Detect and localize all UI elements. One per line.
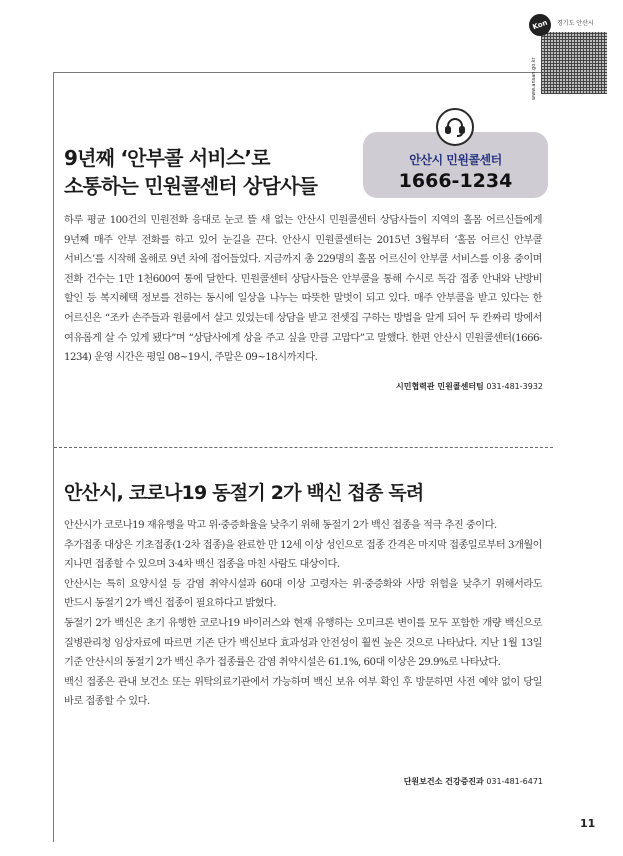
- callcenter-name: 안산시 민원콜센터: [409, 153, 502, 167]
- section2-title: 안산시, 코로나19 동절기 2가 백신 접종 독려: [64, 482, 424, 504]
- callcenter-phone: 1666-1234: [398, 170, 513, 192]
- section2-paragraph: 동절기 2가 백신은 초기 유행한 코로나19 바이러스와 현재 유행하는 오미크론 변이를 모두 포함한 개량 백신으로 질병관리청 임상자료에 따르면 기존 단가 백신보다 효과성과 안전성이 훨씬 높은 것으로 나타났다. 지난 1월 13일 기준 안산시의 동절기 2가 백신 추가 접종률은 감염 취약시설은 61.1%, 60대 이상은 29.9%로 나타났다.: [64, 617, 542, 669]
- section2-paragraph: 안산시가 코로나19 재유행을 막고 위·중증화율을 낮추기 위해 동절기 2가 백신 접종을 적극 추진 중이다.: [64, 520, 497, 531]
- section1-title: [64, 144, 317, 200]
- qr-code[interactable]: [541, 32, 607, 94]
- headset-icon: [436, 108, 474, 146]
- section1-title-line1: 9년째 ‘안부콜 서비스’로: [64, 146, 270, 170]
- section2-body: [64, 516, 542, 712]
- section2-credit-phone: 031-481-6471: [486, 777, 543, 786]
- qr-url: www.ansan.go.kr: [531, 57, 537, 100]
- frame-top-line: [53, 72, 553, 73]
- frame-left-line: [53, 72, 54, 842]
- section2-paragraph: 안산시는 특히 요양시설 등 감염 취약시설과 60대 이상 고령자는 위·중증화와 사망 위험을 낮추기 위해서라도 반드시 동절기 2가 백신 접종이 필요하다고 밝혔다.: [64, 578, 542, 610]
- section2-credit: [404, 776, 543, 787]
- section1-title-line2: 소통하는 민원콜센터 상담사들: [64, 174, 318, 198]
- qr-label: 경기도 안산시: [557, 20, 594, 27]
- section1-credit-phone: 031-481-3932: [486, 382, 543, 391]
- section2-paragraph: 추가접종 대상은 기초접종(1·2차 접종)을 완료한 만 12세 이상 성인으로 접종 간격은 마지막 접종일로부터 3개월이 지나면 접종할 수 있으며 3·4차 백신 접종을 마친 사람도 대상이다.: [64, 539, 542, 571]
- section2-paragraph: 백신 접종은 관내 보건소 또는 위탁의료기관에서 가능하며 백신 보유 여부 확인 후 방문하면 사전 예약 없이 당일 바로 접종할 수 있다.: [64, 676, 542, 708]
- qr-block[interactable]: [529, 14, 609, 98]
- section1-credit-dept: 시민협력관 민원콜센터팀: [395, 382, 484, 391]
- section2-credit-dept: 단원보건소 건강증진과: [403, 777, 484, 786]
- qr-badge-logo: Kon: [526, 11, 554, 39]
- section1-body: 하루 평균 100건의 민원전화 응대로 눈코 뜰 새 없는 안산시 민원콜센터 상담사들이 지역의 홀몸 어르신들에게 9년째 매주 안부 전화를 하고 있어 눈길을 끈다. 안산시 민원콜센터는 2015년 3월부터 ‘홀몸 어르신 안부콜 서비스’를 시작해 올해로 9년 차에 접어들었다. 지금까지 총 229명의 홀몸 어르신이 안부콜 서비스를 이용 중이며 전화 건수는 1만 1천600여 통에 달한다. 민원콜센터 상담사들은 안부콜을 통해 수시로 독감 접종 안내와 난방비 할인 등 복지혜택 정보를 전하는 동시에 일상을 나누는 따뜻한 말벗이 되고 있다. 매주 안부콜을 받고 있다는 한 어르신은 “조카 손주들과 원룸에서 살고 있었는데 상담을 받고 전셋집 구하는 방법을 알게 되어 두 칸짜리 방에서 여유롭게 살 수 있게 됐다”며 “상담사에게 상을 주고 싶을 만큼 고맙다”고 말했다. 한편 안산시 민원콜센터(1666-1234) 운영 시간은 평일 08~19시, 주말은 09~18시까지다.: [64, 215, 542, 364]
- section-divider: [54, 447, 553, 448]
- page-number: 11: [580, 817, 596, 830]
- section1-credit: [396, 381, 543, 392]
